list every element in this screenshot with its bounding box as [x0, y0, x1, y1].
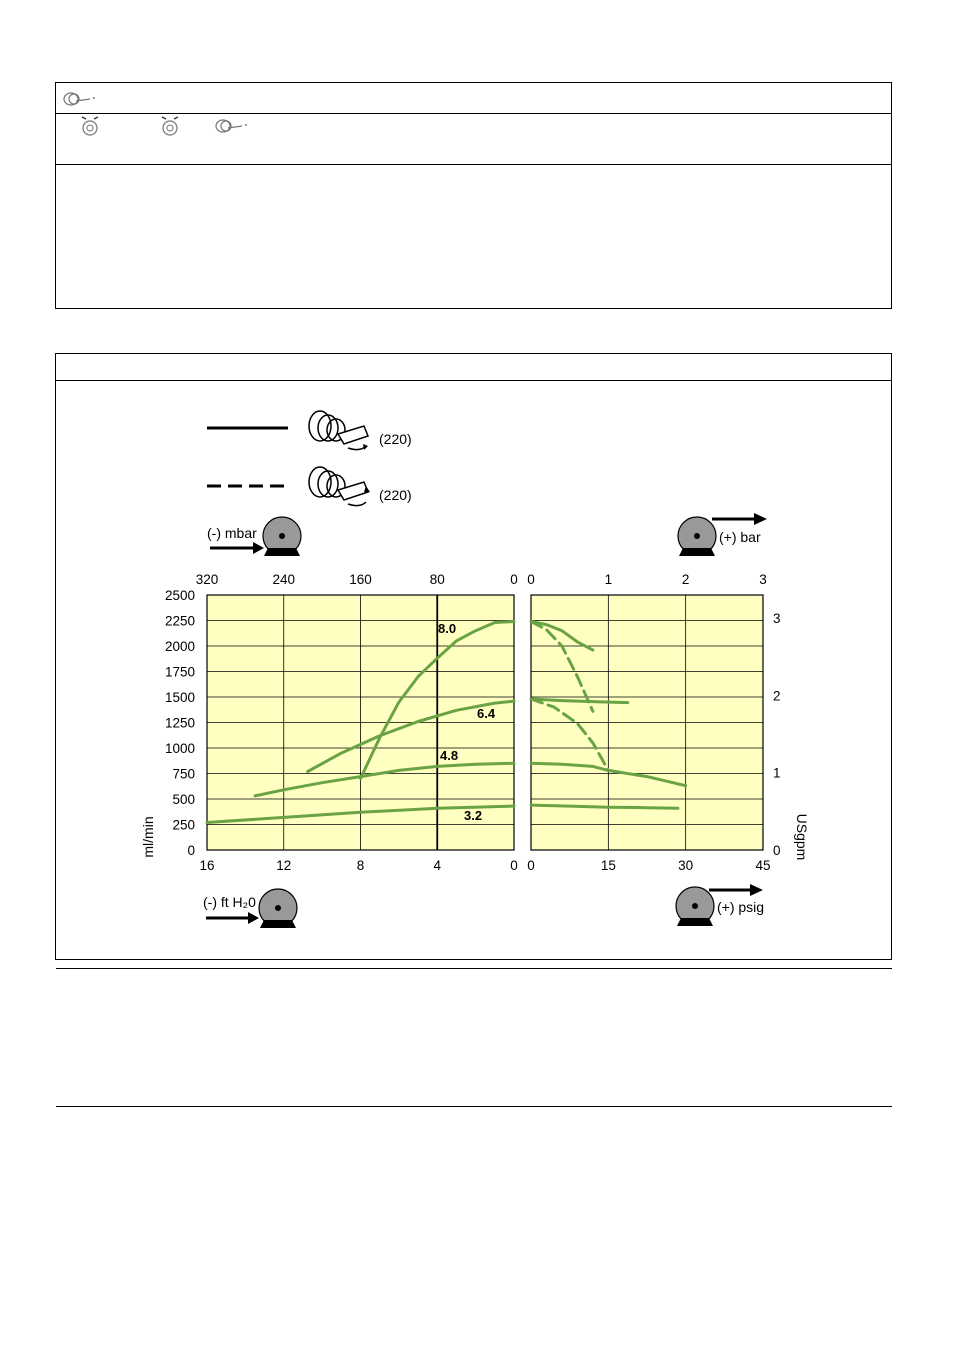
pos-psig-arrowhead: [750, 884, 763, 896]
x-top-left-tick-label: 240: [272, 572, 296, 587]
left-plot-area: [207, 595, 514, 850]
pump-icon: [263, 517, 301, 556]
neg-mbar-label: (-) mbar: [207, 525, 257, 541]
legend-dashed-label: (220): [379, 487, 412, 503]
series-label: 3.2: [464, 808, 483, 823]
pos-bar-label: (+) bar: [719, 529, 761, 545]
right-plot-area: [531, 595, 763, 850]
y-left-tick-label: 1250: [164, 715, 195, 731]
x-top-left-tick-label: 320: [195, 572, 219, 587]
x-bottom-left-tick-label: 4: [433, 858, 442, 873]
x-top-right-tick-label: 3: [759, 572, 767, 587]
pump-icon: [676, 887, 714, 926]
y-left-tick-label: 2500: [164, 588, 195, 603]
x-bottom-right-tick-label: 30: [678, 858, 694, 873]
tube-reverse-icon: [309, 411, 368, 450]
x-bottom-left-tick-label: 0: [510, 858, 518, 873]
x-bottom-right-tick-label: 15: [600, 858, 616, 873]
pump-icon: [678, 517, 716, 556]
pump-icon: [259, 889, 297, 928]
tube-reverse-icon: [309, 467, 370, 506]
x-top-right-tick-label: 0: [527, 572, 535, 587]
neg-ft-label: (-) ft H₂0: [203, 894, 256, 910]
x-top-left-tick-label: 160: [349, 572, 372, 587]
divider-line: [56, 1106, 892, 1107]
x-bottom-right-tick-label: 0: [527, 858, 535, 873]
legend: [207, 411, 412, 506]
x-bottom-left-tick-label: 16: [199, 858, 215, 873]
y-left-tick-label: 500: [172, 792, 195, 807]
y-left-axis-title: ml/min: [140, 816, 156, 858]
divider-line: [56, 968, 892, 969]
series-label: 8.0: [438, 621, 457, 636]
y-right-tick-label: 1: [773, 765, 781, 781]
y-left-tick-label: 1500: [164, 690, 195, 705]
y-left-tick-label: 1000: [164, 741, 195, 756]
x-top-right-tick-label: 1: [604, 572, 613, 587]
y-left-tick-label: 2250: [164, 613, 195, 629]
y-left-tick-label: 2000: [164, 639, 195, 654]
series-label: 4.8: [440, 748, 459, 763]
y-right-tick-label: 0: [773, 843, 781, 858]
x-bottom-right-tick-label: 45: [755, 858, 771, 873]
neg-ft-arrowhead: [248, 912, 259, 924]
y-right-axis-title: USgpm: [794, 813, 810, 861]
legend-solid-label: (220): [379, 431, 412, 447]
x-top-left-tick-label: 0: [510, 572, 518, 587]
x-top-left-tick-label: 80: [429, 572, 445, 587]
pos-psig-label: (+) psig: [717, 899, 765, 915]
y-left-tick-label: 250: [172, 817, 195, 833]
y-left-tick-label: 750: [172, 766, 195, 782]
x-top-right-tick-label: 2: [681, 572, 690, 587]
x-bottom-left-tick-label: 8: [356, 858, 365, 873]
x-bottom-left-tick-label: 12: [276, 858, 292, 873]
y-left-tick-label: 1750: [164, 664, 195, 680]
y-right-tick-label: 2: [773, 688, 781, 704]
y-right-tick-label: 3: [773, 611, 781, 627]
pos-bar-arrowhead: [754, 513, 767, 525]
series-label: 6.4: [477, 706, 496, 721]
neg-mbar-arrowhead: [253, 542, 264, 554]
y-left-tick-label: 0: [187, 843, 195, 858]
